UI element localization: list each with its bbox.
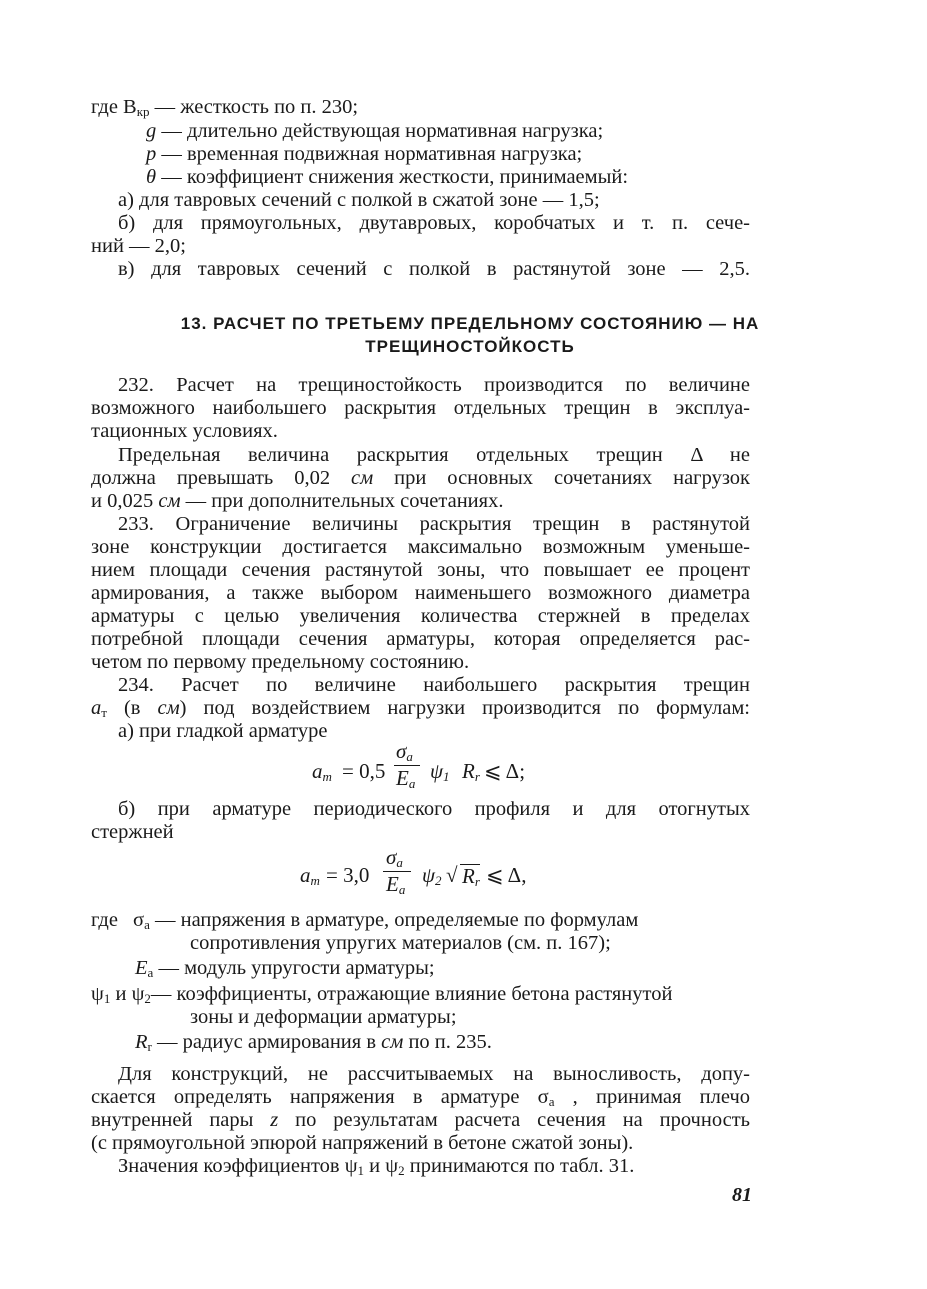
formula2-end: ⩽ Δ, (486, 863, 527, 887)
case-b-line1: б) при арматуре периодического профиля и для отогнутых (118, 798, 750, 820)
formula-periodic-rebar (300, 845, 580, 910)
def-e-a: $E_а$ — модуль упругости арматуры; (135, 957, 435, 980)
def-case-b-cont: ний — 2,0; (91, 235, 186, 257)
def-case-a: а) для тавровых сечений с полкой в сжатой зоне — 1,5; (118, 189, 600, 211)
formula1-eq: = 0,5 (342, 759, 386, 783)
def-b-kr: где $B_{кр}$ — жесткость по п. 230; (91, 96, 359, 119)
section-heading-line2: ТРЕЩИНОСТОЙКОСТЬ (365, 337, 575, 356)
formula1-end: ⩽ Δ; (484, 759, 526, 783)
p232-line1: 232. Расчет на трещиностойкость производится по величине (118, 374, 750, 396)
p233-line1: 233. Ограничение величины раскрытия трещин в растянутой (118, 513, 750, 535)
formula2-eq: = 3,0 (326, 863, 370, 887)
formula1-r: $R_r$ (462, 759, 480, 784)
formula1-lhs: $a_т$ (312, 759, 332, 784)
def-sigma-a: $\sigma_а$ — напряжения в арматуре, определяемые по формулам (133, 909, 639, 932)
def-psi: $\psi_1$ и $\psi_2—$ коэффициенты, отражающие влияние бетона растянутой (91, 983, 673, 1006)
p-fatigue-line3: внутренней пары z по результатам расчета сечения на прочность (91, 1109, 751, 1131)
p233-line4: армирования, а также выбором наименьшего возможного диаметра (91, 582, 750, 604)
p233-line2: зоне конструкции достигается максимально возможным уменьше- (91, 536, 750, 558)
p-fatigue-line2: скается определять напряжения в арматуре $\sigma_а$ , принимая плечо (91, 1086, 750, 1109)
p233-line5: арматуры с целью увеличения количества стержней в пределах (91, 605, 750, 627)
formula2-numerator: $\sigma_а$ (386, 845, 403, 870)
p233-line3: нием площади сечения растянутой зоны, что повышает ее процент (91, 559, 750, 581)
formula2-psi: $\psi_2$ (422, 863, 442, 888)
p233-line6: потребной площади сечения арматуры, которая определяется рас- (91, 628, 750, 650)
def-p: p — временная подвижная нормативная нагрузка; (146, 143, 583, 165)
formula2-lhs: $a_т$ (300, 863, 320, 888)
def-g: g — длительно действующая нормативная нагрузка; (146, 120, 604, 142)
formula2-sqrt: √ (446, 863, 458, 887)
p-values: Значения коэффициентов $\psi_1$ и $\psi_2$ принимаются по табл. 31. (118, 1155, 635, 1178)
p233-line7: четом по первому предельному состоянию. (91, 651, 470, 673)
p-limit-line1: Предельная величина раскрытия отдельных трещин Δ не (118, 444, 750, 466)
def-where: где (91, 909, 118, 931)
def-case-b: б) для прямоугольных, двутавровых, коробчатых и т. п. сече- (118, 212, 750, 234)
section-heading-line1: 13. РАСЧЕТ ПО ТРЕТЬЕМУ ПРЕДЕЛЬНОМУ СОСТОЯНИЮ — НА (180, 314, 760, 333)
p-fatigue-line1: Для конструкций, не рассчитываемых на выносливость, допу- (118, 1063, 750, 1085)
formula1-denominator: $E_а$ (396, 766, 416, 791)
p234-line1: 234. Расчет по величине наибольшего раскрытия трещин (118, 674, 750, 696)
def-psi-cont: зоны и деформации арматуры; (190, 1006, 457, 1028)
p-limit-line2: должна превышать 0,02 см при основных сочетаниях нагрузок (91, 467, 751, 489)
p234-line2: $a_т$ (в см) под воздействием нагрузки производится по формулам: (91, 697, 750, 720)
case-b-line2: стержней (91, 821, 174, 843)
formula1-psi: $\psi_1$ (430, 759, 450, 784)
formula1-numerator: $\sigma_а$ (396, 739, 413, 764)
def-r-r: $R_r$ — радиус армирования в см по п. 235. (135, 1031, 492, 1054)
formula2-r: $R_r$ (462, 864, 480, 889)
def-case-c: в) для тавровых сечений с полкой в растянутой зоне — 2,5. (118, 258, 750, 280)
formula-smooth-rebar (312, 740, 572, 800)
p232-line3: тационных условиях. (91, 420, 278, 442)
def-theta: θ — коэффициент снижения жесткости, принимаемый: (146, 166, 629, 188)
p-fatigue-line4: (с прямоугольной эпюрой напряжений в бетоне сжатой зоны). (91, 1132, 634, 1154)
formula2-denominator: $E_а$ (386, 872, 406, 897)
p234-case-a: а) при гладкой арматуре (118, 720, 328, 742)
p232-line2: возможного наибольшего раскрытия отдельных трещин в эксплуа- (91, 397, 750, 419)
page-number: 81 (732, 1184, 752, 1206)
def-sigma-a-cont: сопротивления упругих материалов (см. п. 167); (190, 932, 611, 954)
p-limit-line3: и 0,025 см — при дополнительных сочетаниях. (91, 490, 504, 512)
